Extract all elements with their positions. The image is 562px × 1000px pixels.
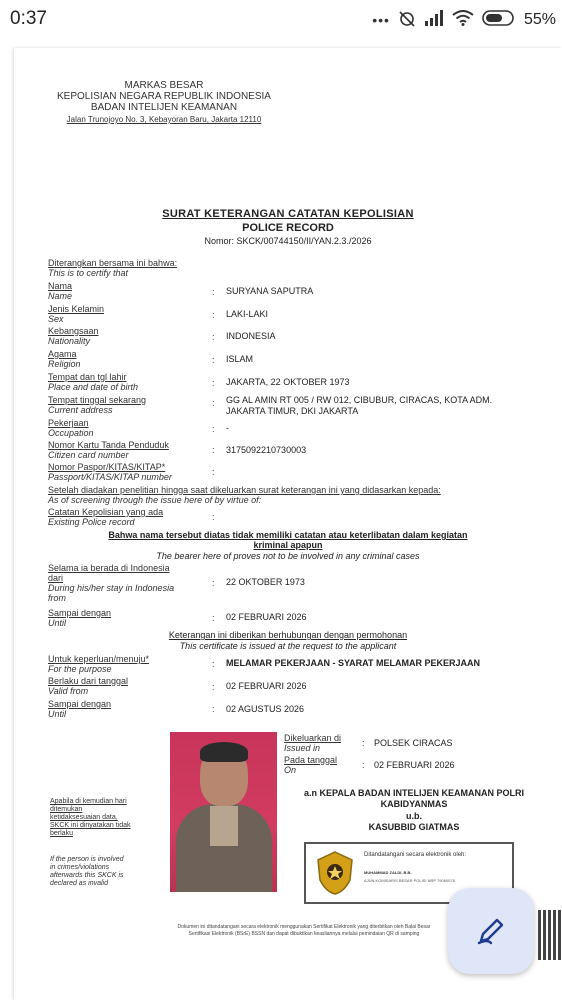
signatory-line-2: KABIDYANMAS	[380, 799, 448, 809]
request-text: Keterangan ini diberikan berhubungan dengan permohonan	[168, 630, 408, 640]
field-sex-label: Jenis Kelamin Sex	[48, 304, 105, 324]
field-passport-label: Nomor Paspor/KITAS/KITAP* Passport/KITAS/KITAP number	[48, 462, 172, 482]
applicant-photo	[170, 732, 277, 892]
purpose-value: MELAMAR PEKERJAAN - SYARAT MELAMAR PEKERJAAN	[226, 658, 481, 668]
header-line-1: MARKAS BESAR	[124, 80, 204, 91]
header-line-2: KEPOLISIAN NEGARA REPUBLIK INDONESIA	[57, 91, 271, 102]
battery-icon	[482, 9, 516, 32]
statement-line-2: kriminal apapun	[253, 540, 323, 550]
status-time: 0:37	[10, 8, 47, 29]
signatory-line-1: a.n KEPALA BADAN INTELIJEN KEAMANAN POLRI	[303, 788, 524, 798]
signature-caption: Ditandatangani secara elektronik oleh:	[364, 852, 467, 858]
field-nationality-value: INDONESIA	[226, 331, 276, 341]
valid-until-value: 02 AGUSTUS 2026	[226, 704, 305, 714]
field-religion-label: Agama Religion	[48, 349, 81, 369]
field-ktp-label: Nomor Kartu Tanda Penduduk Citizen card number	[48, 440, 169, 460]
stay-from-value: 22 OKTOBER 1973	[226, 577, 305, 587]
purpose-label: Untuk keperluan/menuju* For the purpose	[48, 654, 150, 674]
issued-on-value: 02 FEBRUARI 2026	[374, 760, 455, 770]
field-name-value: SURYANA SAPUTRA	[226, 286, 314, 296]
note-english: If the person is involved in crimes/violations afterwards this SKCK is declared as invalid	[50, 856, 124, 887]
field-address-label: Tempat tinggal sekarang Current address	[48, 395, 147, 415]
edit-fab-button[interactable]	[448, 888, 534, 974]
battery-percentage: 55%	[523, 11, 556, 28]
request-english: This certificate is issued at the request to the applicant	[179, 641, 397, 651]
edit-pen-icon	[473, 913, 509, 949]
skck-document: MARKAS BESAR KEPOLISIAN NEGARA REPUBLIK INDONESIA BADAN INTELIJEN KEAMANAN Jalan Trunojoyo No. 3, Kebayoran Baru, Jakarta 12110 SURAT KETERANGAN CATATAN KEPOLISIAN POLICE RECORD Nomor: SKCK/00744150/II/YAN.2.3./2026 Diterangkan bersama ini bahwa: This is to certify that Nama Name : SURYANA SAPUTRA Jenis Kelamin Sex : LAKI-LAKI Kebangsaan Nationality : INDONESIA Agama Religion : ISLAM Tempat dan tgl lahir Place and date of birth : JAKARTA, 22 OKTOBER 1973 Tempat tinggal sekarang Current address : GG AL AMIN RT 005 / RW 012, CIBUBUR, CIRACAS, KOTA ADM. JAKARTA TIMUR, DKI JAKARTA Pekerjaan Occupation : - Nomor Kartu Tanda Penduduk Citizen card number : 3175092210730003 Nomor Paspor/KITAS/KITAP* Passport/KITAS/KITAP number : Setelah diadakan penelitian hingga saat dikeluarkan surat keterangan ini yang didasarkan kepada: As of screening through the issue here of by virtue of: Catatan Kepolisian yang ada Existing Police record : Bahwa nama tersebut diatas tidak memiliki catatan atau keterlibatan dalam kegiatan kriminal apapun The bearer here of proves not to be involved in any criminal cases Selama ia berada di Indonesia dari During his/her stay in Indonesia from : 22 OKTOBER 1973 Sampai dengan Until : 02 FEBRUARI 2026 Keterangan ini diberikan berhubungan dengan permohonan This certificate is issued at the request to the applicant Untuk keperluan/menuju* For the purpose : MELAMAR PEKERJAAN - SYARAT MELAMAR PEKERJAAN Berlaku dari tanggal Valid from : 02 FEBRUARI 2026 Sampai dengan Until : 02 AGUSTUS 2026 Dikeluarkan di Issued in : POLSEK CIRACAS Pada tanggal On : 02 FEBRUARI 2026 a.n KEPALA BADAN INTELIJEN KEAMANAN POLRI KABIDYANMAS u.b. KASUBBID GIATMAS Ditandatangani secara elektronik oleh: MUHAMMAD ZALDI, B.B. AJUN KOMISARIS BESAR POLISI NRP 79060078 Apabila di kemudian hari ditemukan ketidaksesuaian data, SKCK ini dinyatakan tidak berlaku If the person is involved in crimes/violations afterwards this SKCK is declared as invalid Dokumen ini ditandatangani secara elektronik menggunakan Sertifikat Elektronik yang diterbitkan oleh Balai Besar Sertifikasi Elektronik (BSrE) BSSN dan dapat dibuktikan keasliannya melalui pemindaian QR di samping	[14, 48, 562, 1000]
qr-code	[538, 910, 562, 960]
footer-text: Dokumen ini ditandatangani secara elektronik menggunakan Sertifikat Elektronik yang diterbitkan oleh Balai Besar Sertifikasi Elektronik (BSrE) BSSN dan dapat dibuktikan keasliannya melalui pemindaian QR di samping	[177, 924, 431, 937]
alarm-off-icon	[398, 9, 416, 32]
field-occupation-value: -	[226, 423, 229, 433]
field-sex-value: LAKI-LAKI	[226, 309, 269, 319]
stay-until-label: Sampai dengan Until	[48, 608, 112, 628]
existing-record-label: Catatan Kepolisian yang ada Existing Police record	[48, 507, 164, 527]
field-address-value: GG AL AMIN RT 005 / RW 012, CIBUBUR, CIRACAS, KOTA ADM. JAKARTA TIMUR, DKI JAKARTA	[226, 395, 493, 416]
field-nationality-label: Kebangsaan Nationality	[48, 326, 99, 346]
field-name-label: Nama Name	[48, 281, 73, 301]
header-line-3: BADAN INTELIJEN KEAMANAN	[90, 102, 238, 113]
issued-in-value: POLSEK CIRACAS	[374, 738, 453, 748]
stay-from-label: Selama ia berada di Indonesia dari During his/her stay in Indonesia from	[48, 563, 175, 603]
document-subtitle: POLICE RECORD	[242, 222, 334, 234]
statement-line-1: Bahwa nama tersebut diatas tidak memiliki catatan atau keterlibatan dalam kegiatan	[108, 530, 468, 540]
field-birth-value: JAKARTA, 22 OKTOBER 1973	[226, 377, 350, 387]
valid-from-label: Berlaku dari tanggal Valid from	[48, 676, 129, 696]
statement-english: The bearer here of proves not to be involved in any criminal cases	[156, 551, 420, 561]
valid-until-label: Sampai dengan Until	[48, 699, 112, 719]
signal-icon	[424, 10, 444, 31]
header-address: Jalan Trunojoyo No. 3, Kebayoran Baru, Jakarta 12110	[66, 115, 262, 124]
field-religion-value: ISLAM	[226, 354, 254, 364]
valid-from-value: 02 FEBRUARI 2026	[226, 681, 307, 691]
signature-title: AJUN KOMISARIS BESAR POLISI NRP 79060078	[364, 878, 455, 883]
issued-on-label: Pada tanggal On	[284, 755, 338, 775]
document-title: SURAT KETERANGAN CATATAN KEPOLISIAN	[162, 208, 414, 220]
more-notifications-icon: •••	[372, 12, 390, 28]
status-bar	[0, 0, 562, 40]
intro-text: Diterangkan bersama ini bahwa: This is to certify that	[48, 258, 178, 278]
issued-in-label: Dikeluarkan di Issued in	[284, 733, 342, 753]
field-birth-label: Tempat dan tgl lahir Place and date of birth	[48, 372, 139, 392]
police-emblem-icon	[314, 850, 356, 896]
stay-until-value: 02 FEBRUARI 2026	[226, 612, 307, 622]
wifi-icon	[452, 10, 474, 31]
signature-name: MUHAMMAD ZALDI, B.B.	[364, 870, 412, 875]
screening-text: Setelah diadakan penelitian hingga saat dikeluarkan surat keterangan ini yang didasarkan kepada: As of screening through the issue here of by virtue of:	[48, 485, 441, 505]
document-number: Nomor: SKCK/00744150/II/YAN.2.3./2026	[204, 236, 372, 246]
field-occupation-label: Pekerjaan Occupation	[48, 418, 94, 438]
signatory-line-3: u.b.	[406, 811, 422, 821]
field-ktp-value: 3175092210730003	[226, 445, 307, 455]
note-indonesian: Apabila di kemudian hari ditemukan ketidaksesuaian data, SKCK ini dinyatakan tidak berlaku	[50, 798, 131, 837]
signatory-line-4: KASUBBID GIATMAS	[368, 822, 460, 832]
status-icons	[372, 8, 556, 32]
